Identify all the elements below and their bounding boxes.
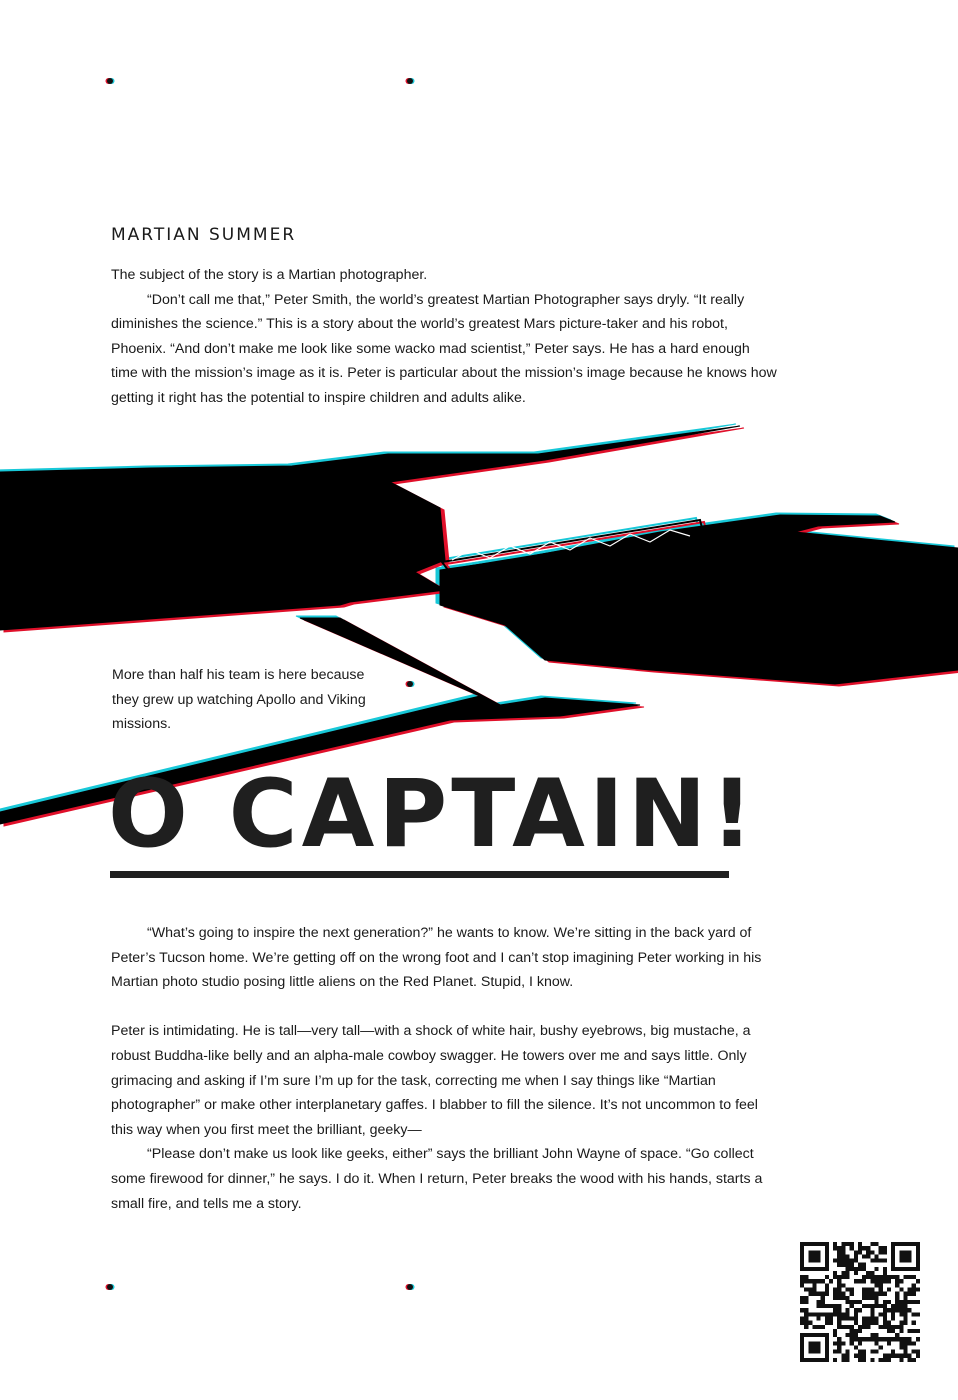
story-paragraph: “What’s going to inspire the next generation?” he wants to know. We’re sitting in the back yard of Peter’s Tucson home. We’re getting off on the wrong foot and I can’t stop imagining Peter working in his Martian photo studio posing little aliens on the Red Planet. Stupid, I know. [111, 925, 762, 991]
registration-dot-icon [107, 78, 113, 84]
qr-code-icon[interactable] [800, 1242, 920, 1362]
paragraph-gap [111, 995, 779, 1020]
headline-underline [110, 871, 729, 878]
registration-dot-icon [107, 1284, 113, 1290]
section-kicker: MARTIAN SUMMER [111, 225, 297, 245]
story-text [111, 921, 779, 1216]
story-paragraph: Peter is intimidating. He is tall—very tall—with a shock of white hair, bushy eyebrows, big mustache, a robust Buddha-like belly and an alpha-male cowboy swagger. He towers over me and says little. Only grimacing and asking if I’m sure I’m up for the task, correcting me when I say things like “Martian photographer” or make other interplanetary gaffes. I blabber to fill the silence. It’s not uncommon to feel this way when you first meet the brilliant, geeky— [111, 1023, 758, 1138]
intro-text [111, 263, 779, 411]
headline: O CAPTAIN! [108, 760, 758, 869]
intro-paragraph: “Don’t call me that,” Peter Smith, the world’s greatest Martian Photographer says dryly. “It really diminishes the science.” This is a story about the world’s greatest Mars picture-taker and his robot, Phoenix. “And don’t make me look like some wacko mad scientist,” Peter says. He has a hard enough time with the mission’s image as it is. Peter is particular about the mission’s image because he knows how getting it right has the potential to inspire children and adults alike. [111, 291, 777, 406]
registration-dot-icon [407, 78, 413, 84]
registration-dot-icon [407, 1284, 413, 1290]
intro-paragraph: The subject of the story is a Martian photographer. [111, 267, 428, 283]
story-paragraph: “Please don’t make us look like geeks, either” says the brilliant John Wayne of space. “Go collect some firewood for dinner,” he says. I do it. When I return, Peter breaks the wood with his hands, starts a small fire, and tells me a story. [111, 1146, 763, 1212]
pull-quote: More than half his team is here because they grew up watching Apollo and Viking missions. [112, 667, 366, 733]
